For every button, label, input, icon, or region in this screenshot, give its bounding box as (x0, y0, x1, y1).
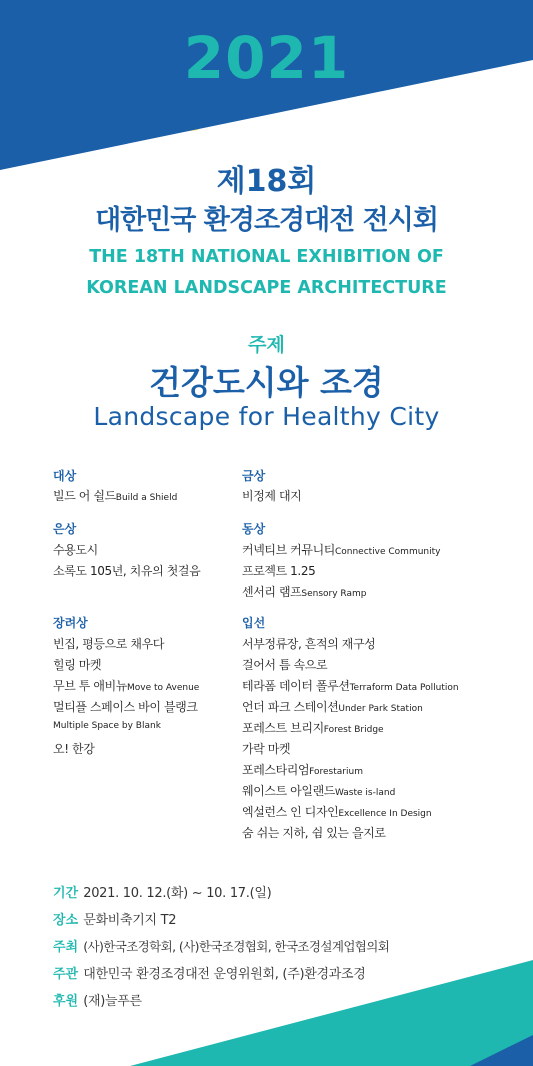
award-bronze-label: 동상 (242, 522, 266, 536)
award-item: 프로젝트 1.25 (242, 564, 316, 578)
award-item: 테라폼 데이터 폴루션Terraform Data Pollution (242, 679, 459, 693)
year-heading: 2021 (183, 24, 350, 92)
award-grand-label: 대상 (53, 469, 77, 483)
award-item: 포레스타리엄Forestarium (242, 763, 363, 777)
award-item: 걸어서 틈 속으로 (242, 658, 328, 672)
award-selected-label: 입선 (242, 616, 266, 630)
english-title-line1: THE 18TH NATIONAL EXHIBITION OF (89, 247, 444, 267)
info-row-host: 주최 (사)한국조경학회, (사)한국조경협회, 한국조경설계업협의회 (53, 939, 390, 955)
award-item: 포레스트 브리지Forest Bridge (242, 721, 384, 735)
edition-title: 제18회 (216, 164, 317, 199)
award-item: 빈집, 평등으로 채우다 (53, 637, 164, 651)
theme-title-korean: 건강도시와 조경 (149, 363, 384, 402)
award-item: 소록도 105년, 치유의 첫걸음 (53, 564, 201, 578)
award-item: 웨이스트 아일랜드Waste is-land (242, 784, 396, 798)
award-item: 수용도시 (53, 543, 98, 557)
award-gold-label: 금상 (242, 469, 266, 483)
info-row-venue: 장소 문화비축기지 T2 (53, 913, 177, 928)
award-item: 비정제 대지 (242, 489, 302, 503)
award-silver-label: 은상 (53, 522, 77, 536)
exhibition-title: 대한민국 환경조경대전 전시회 (95, 205, 438, 236)
award-item: 커넥티브 커뮤니티Connective Community (242, 543, 441, 557)
award-item: 엑설런스 인 디자인Excellence In Design (242, 805, 432, 819)
award-item: 가락 마켓 (242, 742, 291, 756)
english-title-line2: KOREAN LANDSCAPE ARCHITECTURE (86, 278, 447, 298)
award-encouragement-label: 장려상 (53, 616, 88, 630)
award-item: 언더 파크 스테이션Under Park Station (242, 700, 423, 714)
award-item: 서부정류장, 흔적의 재구성 (242, 637, 376, 651)
award-item: 빌드 어 쉴드Build a Shield (53, 489, 178, 503)
info-row-period: 기간 2021. 10. 12.(화) ~ 10. 17.(일) (53, 886, 272, 901)
info-row-sponsor: 후원 (재)늘푸른 (53, 994, 142, 1009)
award-item: 오! 한강 (53, 742, 95, 756)
award-item: 숨 쉬는 지하, 쉼 있는 을지로 (242, 826, 386, 840)
theme-label: 주제 (248, 334, 285, 356)
award-item: 힐링 마켓 (53, 658, 102, 672)
award-item: 센서리 램프Sensory Ramp (242, 585, 367, 599)
info-row-organizer: 주관 대한민국 환경조경대전 운영위원회, (주)환경과조경 (53, 967, 366, 982)
award-item: 멀티플 스페이스 바이 블랭크 (53, 700, 198, 714)
theme-title-english: Landscape for Healthy City (93, 402, 440, 431)
award-item: 무브 투 애비뉴Move to Avenue (53, 679, 200, 693)
award-item-english: Multiple Space by Blank (53, 721, 161, 731)
